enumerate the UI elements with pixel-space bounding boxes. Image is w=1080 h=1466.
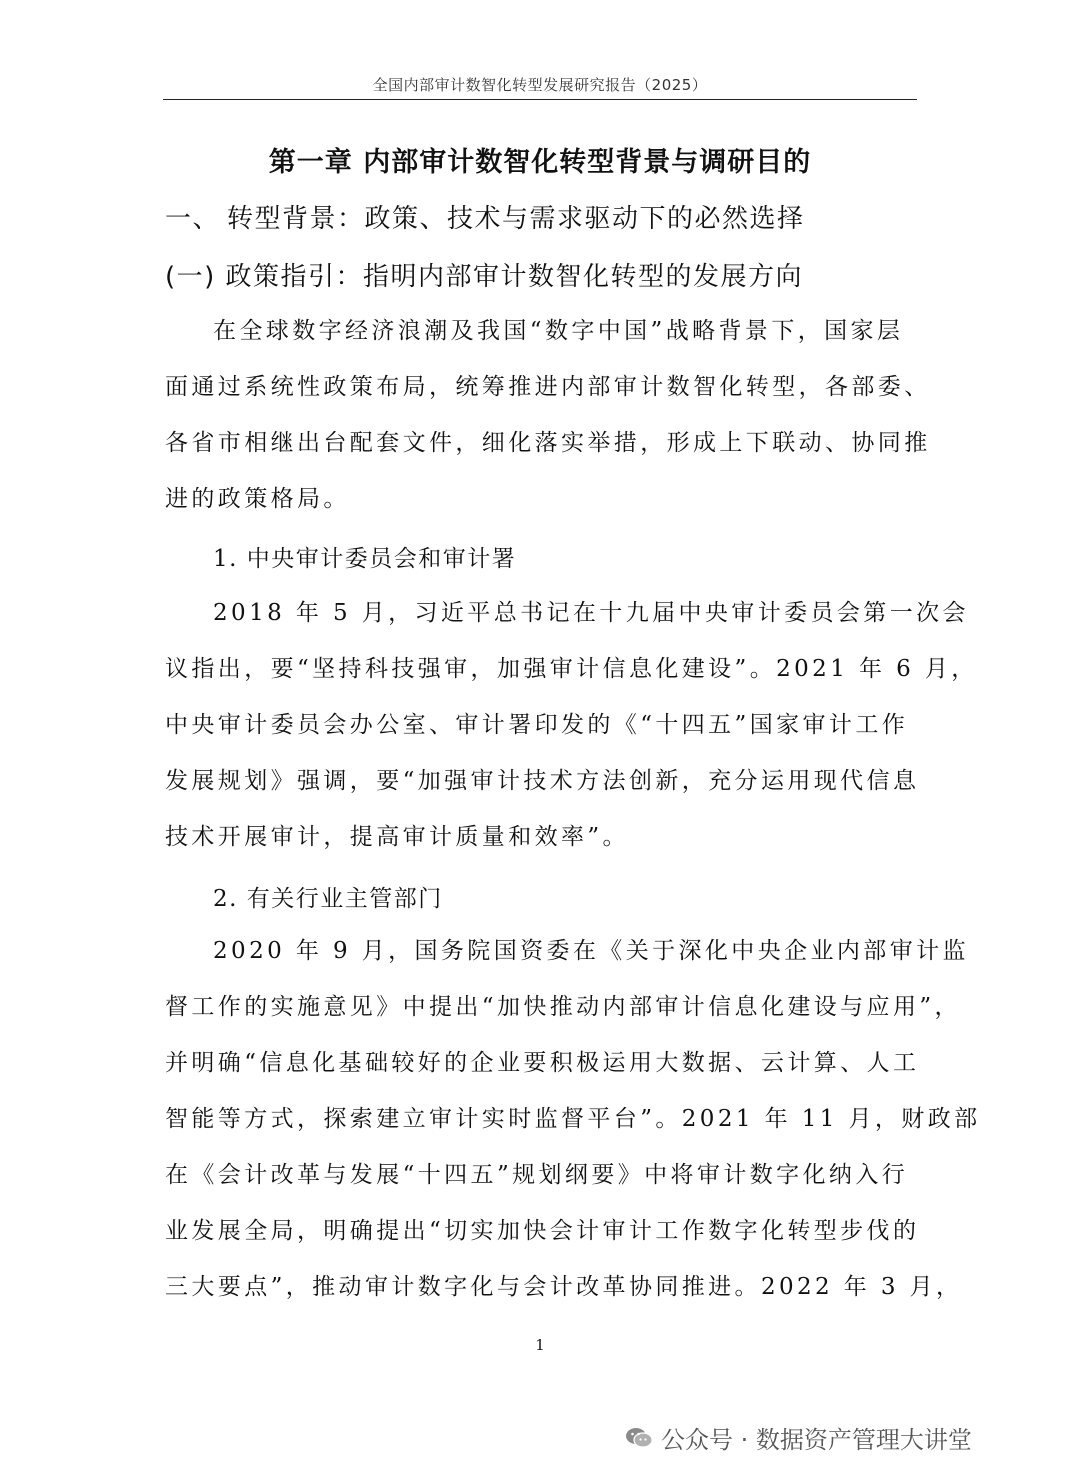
paragraph-line: 进的政策格局。 <box>165 486 350 512</box>
subsection-heading: (一) 政策指引：指明内部审计数智化转型的发展方向 <box>165 262 804 292</box>
numbered-heading-industry-departments: 2. 有关行业主管部门 <box>213 886 443 912</box>
paragraph-line: 在《会计改革与发展“十四五”规划纲要》中将审计数字化纳入行 <box>165 1162 909 1188</box>
paragraph-line: 2020 年 9 月，国务院国资委在《关于深化中央企业内部审计监 <box>213 938 969 964</box>
paragraph-line: 发展规划》强调，要“加强审计技术方法创新，充分运用现代信息 <box>165 768 920 794</box>
paragraph-industry-departments <box>165 923 981 1315</box>
paragraph-policy-overview <box>165 303 931 527</box>
paragraph-line: 智能等方式，探索建立审计实时监督平台”。2021 年 11 月，财政部 <box>165 1106 981 1132</box>
paragraph-line: 三大要点”，推动审计数字化与会计改革协同推进。2022 年 3 月， <box>165 1274 963 1300</box>
section-heading-text: 转型背景：政策、技术与需求驱动下的必然选择 <box>227 204 805 234</box>
chapter-title: 第一章 内部审计数智化转型背景与调研目的 <box>268 147 812 178</box>
header-divider <box>163 99 917 100</box>
paragraph-line: 业发展全局，明确提出“切实加快会计审计工作数字化转型步伐的 <box>165 1218 920 1244</box>
section-heading <box>165 198 805 235</box>
watermark-text: 公众号 · 数据资产管理大讲堂 <box>661 1426 972 1454</box>
paragraph-line: 并明确“信息化基础较好的企业要积极运用大数据、云计算、人工 <box>165 1050 920 1076</box>
paragraph-line: 中央审计委员会办公室、审计署印发的《“十四五”国家审计工作 <box>165 712 909 738</box>
wechat-icon <box>625 1426 653 1450</box>
numbered-heading-central-audit: 1. 中央审计委员会和审计署 <box>213 546 517 572</box>
paragraph-central-audit <box>165 585 978 865</box>
paragraph-line: 议指出，要“坚持科技强审，加强审计信息化建设”。2021 年 6 月， <box>165 656 978 682</box>
page-header: 全国内部审计数智化转型发展研究报告（2025） <box>372 76 708 94</box>
paragraph-line: 技术开展审计，提高审计质量和效率”。 <box>165 824 629 850</box>
watermark <box>625 1420 972 1455</box>
paragraph-line: 在全球数字经济浪潮及我国“数字中国”战略背景下，国家层 <box>213 318 904 344</box>
page-number: 1 <box>535 1336 545 1354</box>
section-number: 一、 <box>165 204 221 234</box>
paragraph-line: 2018 年 5 月，习近平总书记在十九届中央审计委员会第一次会 <box>213 600 969 626</box>
paragraph-line: 督工作的实施意见》中提出“加快推动内部审计信息化建设与应用”， <box>165 994 961 1020</box>
paragraph-line: 各省市相继出台配套文件，细化落实举措，形成上下联动、协同推 <box>165 430 931 456</box>
paragraph-line: 面通过系统性政策布局，统筹推进内部审计数智化转型，各部委、 <box>165 374 931 400</box>
